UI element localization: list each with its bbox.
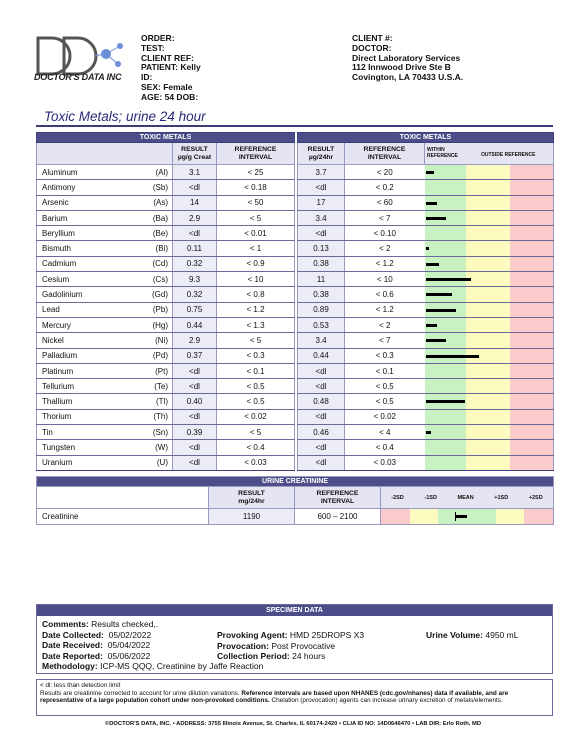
metal-name: Tungsten <box>37 440 137 455</box>
reported-line: Date Reported: 05/06/2022 <box>42 650 151 661</box>
result-header: RESULT µg/g Creat <box>173 143 217 165</box>
reference-creat: < 5 <box>217 210 295 225</box>
metal-symbol: (Bi) <box>137 241 173 256</box>
reference-bar-cell <box>425 272 554 287</box>
reference-creat: < 0.5 <box>217 394 295 409</box>
result-bar <box>426 400 465 403</box>
metal-name: Mercury <box>37 317 137 332</box>
result-24hr: 0.48 <box>298 394 345 409</box>
reference-header: REFERENCE INTERVAL <box>345 143 425 165</box>
metal-row <box>37 363 295 378</box>
metal-row <box>37 333 295 348</box>
reference-bar-cell <box>425 394 554 409</box>
reference-bar-cell <box>425 226 554 241</box>
report-header <box>30 30 560 110</box>
metal-row <box>298 363 554 378</box>
reference-24hr: < 1.2 <box>345 302 425 317</box>
metal-row <box>298 455 554 470</box>
result-creat: 0.37 <box>173 348 217 363</box>
metal-row <box>298 379 554 394</box>
result-creat: <dl <box>173 455 217 470</box>
metal-row <box>37 409 295 424</box>
doctors-data-logo-icon <box>34 34 129 92</box>
metal-name: Cesium <box>37 272 137 287</box>
metal-row <box>298 241 554 256</box>
metal-row <box>37 241 295 256</box>
reference-bar-header <box>425 143 554 165</box>
result-bar <box>426 217 446 220</box>
result-24hr: 11 <box>298 272 345 287</box>
reference-24hr: < 10 <box>345 272 425 287</box>
footnote-text: Results are creatinine corrected to account for urine dilution variations. Reference intervals are based upon NHANES (cdc.gov/nhanes) data if available, and are representative of a large population cohort under non-provoked conditions. Chelation (provocation) agents can increase urinary excretion of metals/elements. <box>40 689 509 705</box>
result-header: RESULT µg/24hr <box>298 143 345 165</box>
reference-24hr: < 0.2 <box>345 180 425 195</box>
reference-bar-cell <box>425 302 554 317</box>
reference-24hr: < 1.2 <box>345 256 425 271</box>
metal-row <box>37 348 295 363</box>
lab-address: ©DOCTOR'S DATA, INC. • ADDRESS: 3755 Illinois Avenue, St. Charles, IL 60174-2420 • CLIA ID NO: 14D0646470 • LAB DIR: Erlo Roth, MD <box>104 721 482 727</box>
result-24hr: <dl <box>298 180 345 195</box>
metal-row <box>37 440 295 455</box>
metal-row <box>298 287 554 302</box>
reference-creat: < 50 <box>217 195 295 210</box>
reference-24hr: < 7 <box>345 333 425 348</box>
received-line: Date Received: 05/04/2022 <box>42 640 151 650</box>
metal-row <box>298 180 554 195</box>
result-24hr: 17 <box>298 195 345 210</box>
metal-row <box>298 226 554 241</box>
reference-24hr: < 0.5 <box>345 394 425 409</box>
metal-name: Beryllium <box>37 226 137 241</box>
result-creat: <dl <box>173 363 217 378</box>
metal-row <box>298 394 554 409</box>
metal-row <box>37 256 295 271</box>
metal-symbol: (U) <box>137 455 173 470</box>
table-band: TOXIC METALS <box>298 133 554 143</box>
result-bar <box>426 355 479 358</box>
result-24hr: 0.13 <box>298 241 345 256</box>
reference-bar-cell <box>425 180 554 195</box>
result-creat: 9.3 <box>173 272 217 287</box>
metal-row <box>37 317 295 332</box>
reference-creat: < 0.5 <box>217 379 295 394</box>
metal-row <box>298 333 554 348</box>
result-creat: <dl <box>173 379 217 394</box>
reference-24hr: < 0.6 <box>345 287 425 302</box>
reference-bar-cell <box>425 195 554 210</box>
result-24hr: 0.44 <box>298 348 345 363</box>
metal-row <box>298 317 554 332</box>
age-field: AGE: 54 DOB: <box>141 91 199 102</box>
result-bar <box>426 339 446 342</box>
metal-symbol: (Sn) <box>137 425 173 440</box>
toxic-metals-24hr-table <box>297 132 554 471</box>
metal-name: Nickel <box>37 333 137 348</box>
metal-row <box>37 455 295 470</box>
reference-creat: < 0.3 <box>217 348 295 363</box>
reference-creat: < 10 <box>217 272 295 287</box>
sd-label: +1SD <box>494 495 509 501</box>
logo-text: DOCTOR'S DATA INC <box>34 72 122 82</box>
urine-creatinine-table <box>36 476 554 525</box>
reference-24hr: < 60 <box>345 195 425 210</box>
metal-name: Uranium <box>37 455 137 470</box>
blank-header <box>37 143 173 165</box>
metal-row <box>37 226 295 241</box>
result-24hr: <dl <box>298 440 345 455</box>
toxic-metals-creat-table <box>36 132 295 471</box>
metal-row <box>298 210 554 225</box>
client-address-1: 112 Innwood Drive Ste B <box>352 62 451 73</box>
result-24hr: 0.38 <box>298 256 345 271</box>
reference-24hr: < 2 <box>345 317 425 332</box>
metal-symbol: (Te) <box>137 379 173 394</box>
metal-symbol: (Ba) <box>137 210 173 225</box>
client-ref-field: CLIENT REF: <box>141 52 194 63</box>
result-bar <box>426 247 429 250</box>
metal-name: Thorium <box>37 409 137 424</box>
reference-bar-cell <box>425 379 554 394</box>
metal-symbol: (W) <box>137 440 173 455</box>
sd-label: -1SD <box>424 495 437 501</box>
metal-name: Aluminum <box>37 165 137 180</box>
reference-creat: < 0.01 <box>217 226 295 241</box>
result-24hr: 0.46 <box>298 425 345 440</box>
reference-bar-cell <box>425 287 554 302</box>
metal-name: Palladium <box>37 348 137 363</box>
title-divider <box>36 125 553 127</box>
reference-bar-cell <box>425 409 554 424</box>
outside-reference-label: OUTSIDE REFERENCE <box>481 152 536 158</box>
doctor-field: DOCTOR: <box>352 42 392 53</box>
metal-name: Arsenic <box>37 195 137 210</box>
result-bar <box>426 278 471 281</box>
comments-line: Comments: Results checked,. <box>42 619 159 629</box>
result-24hr: 0.38 <box>298 287 345 302</box>
client-name: Direct Laboratory Services <box>352 52 461 63</box>
metal-row <box>298 165 554 180</box>
sex-field: SEX: Female <box>141 81 193 92</box>
metal-row <box>37 425 295 440</box>
provocation-line: Provocation: Post Provocative <box>217 640 336 651</box>
reference-creat: < 0.1 <box>217 363 295 378</box>
metal-symbol: (Th) <box>137 409 173 424</box>
result-bar <box>426 202 437 205</box>
result-bar <box>426 324 437 327</box>
result-24hr: <dl <box>298 226 345 241</box>
metal-row <box>298 348 554 363</box>
result-creat: <dl <box>173 226 217 241</box>
reference-creat: < 0.8 <box>217 287 295 302</box>
reference-bar-cell <box>425 210 554 225</box>
result-24hr: <dl <box>298 409 345 424</box>
creatinine-result: 1190 <box>209 509 295 525</box>
result-creat: 14 <box>173 195 217 210</box>
metal-row <box>37 287 295 302</box>
client-number-field: CLIENT #: <box>352 33 393 43</box>
reference-creat: < 25 <box>217 165 295 180</box>
creatinine-marker <box>455 515 467 518</box>
creatinine-reference-header: REFERENCE INTERVAL <box>295 487 381 509</box>
order-field: ORDER: <box>141 33 175 43</box>
metal-symbol: (Cd) <box>137 256 173 271</box>
patient-fields <box>141 34 201 103</box>
id-field: ID: <box>141 72 153 83</box>
reference-bar-cell <box>425 348 554 363</box>
result-24hr: <dl <box>298 379 345 394</box>
result-creat: 0.32 <box>173 256 217 271</box>
metal-symbol: (Hg) <box>137 317 173 332</box>
reference-24hr: < 0.10 <box>345 226 425 241</box>
reference-creat: < 1.3 <box>217 317 295 332</box>
methodology-line: Methodology: ICP-MS QQQ, Creatinine by Jaffe Reaction <box>42 661 264 671</box>
reference-24hr: < 0.02 <box>345 409 425 424</box>
footnote-dl: < dl: less than detection limit <box>40 682 121 689</box>
reference-creat: < 1 <box>217 241 295 256</box>
report-title: Toxic Metals; urine 24 hour <box>44 109 206 124</box>
result-bar <box>426 293 452 296</box>
reference-24hr: < 0.5 <box>345 379 425 394</box>
reference-bar-cell <box>425 333 554 348</box>
table-band: TOXIC METALS <box>37 133 295 143</box>
metal-symbol: (Sb) <box>137 180 173 195</box>
reference-creat: < 1.2 <box>217 302 295 317</box>
result-24hr: <dl <box>298 455 345 470</box>
blank-header <box>37 487 209 509</box>
reference-bar-cell <box>425 363 554 378</box>
result-24hr: 3.4 <box>298 333 345 348</box>
sd-label: +2SD <box>528 495 543 501</box>
collection-period-line: Collection Period: 24 hours <box>217 651 326 661</box>
reference-bar-cell <box>425 425 554 440</box>
metal-name: Gadolinium <box>37 287 137 302</box>
metal-name: Cadmium <box>37 256 137 271</box>
result-creat: 2.9 <box>173 333 217 348</box>
patient-field: PATIENT: Kelly <box>141 62 201 73</box>
result-creat: 0.75 <box>173 302 217 317</box>
metal-name: Antimony <box>37 180 137 195</box>
metal-symbol: (Cs) <box>137 272 173 287</box>
metal-row <box>298 440 554 455</box>
reference-bar-cell <box>425 165 554 180</box>
reference-bar-cell <box>425 256 554 271</box>
reference-bar-cell <box>425 455 554 470</box>
specimen-data-panel <box>36 604 553 674</box>
reference-bar-cell <box>425 317 554 332</box>
result-bar <box>426 263 439 266</box>
creatinine-reference: 600 – 2100 <box>295 509 381 525</box>
metal-row <box>37 272 295 287</box>
result-creat: 3.1 <box>173 165 217 180</box>
result-24hr: 3.7 <box>298 165 345 180</box>
metal-name: Tellurium <box>37 379 137 394</box>
metal-row <box>37 379 295 394</box>
metal-name: Tin <box>37 425 137 440</box>
reference-24hr: < 7 <box>345 210 425 225</box>
result-creat: 0.32 <box>173 287 217 302</box>
metal-symbol: (Pt) <box>137 363 173 378</box>
result-creat: 0.39 <box>173 425 217 440</box>
collected-line: Date Collected: 05/02/2022 <box>42 629 152 640</box>
client-fields <box>352 34 463 83</box>
metal-row <box>37 180 295 195</box>
metal-row <box>298 256 554 271</box>
metal-row <box>298 302 554 317</box>
result-24hr: 0.89 <box>298 302 345 317</box>
sd-scale-header <box>381 487 554 509</box>
footnote <box>36 679 553 716</box>
reference-creat: < 0.02 <box>217 409 295 424</box>
reference-creat: < 5 <box>217 333 295 348</box>
creatinine-result-header: RESULT mg/24hr <box>209 487 295 509</box>
result-24hr: 3.4 <box>298 210 345 225</box>
sd-label: -2SD <box>391 495 404 501</box>
reference-creat: < 0.4 <box>217 440 295 455</box>
metal-row <box>37 302 295 317</box>
result-creat: <dl <box>173 440 217 455</box>
reference-creat: < 0.03 <box>217 455 295 470</box>
result-creat: 2.9 <box>173 210 217 225</box>
result-creat: 0.11 <box>173 241 217 256</box>
metal-row <box>37 195 295 210</box>
metal-row <box>37 165 295 180</box>
client-address-2: Covington, LA 70433 U.S.A. <box>352 72 464 83</box>
result-bar <box>426 431 431 434</box>
sd-label: MEAN <box>457 495 474 501</box>
provoking-agent-line: Provoking Agent: HMD 25DROPS X3 <box>217 630 365 640</box>
sd-scale <box>381 509 554 525</box>
reference-24hr: < 0.03 <box>345 455 425 470</box>
metal-symbol: (Pb) <box>137 302 173 317</box>
metal-symbol: (Tl) <box>137 394 173 409</box>
reference-creat: < 0.9 <box>217 256 295 271</box>
reference-24hr: < 0.4 <box>345 440 425 455</box>
result-24hr: <dl <box>298 363 345 378</box>
reference-24hr: < 4 <box>345 425 425 440</box>
metal-symbol: (Ni) <box>137 333 173 348</box>
metal-symbol: (Be) <box>137 226 173 241</box>
urine-volume-line: Urine Volume: 4950 mL <box>426 630 519 640</box>
result-creat: 0.40 <box>173 394 217 409</box>
creatinine-name: Creatinine <box>37 509 209 525</box>
reference-24hr: < 0.3 <box>345 348 425 363</box>
metal-row <box>298 195 554 210</box>
result-bar <box>426 309 456 312</box>
specimen-band: SPECIMEN DATA <box>37 605 552 616</box>
test-field: TEST: <box>141 42 165 53</box>
metal-row <box>37 394 295 409</box>
result-bar <box>426 171 434 174</box>
reference-header: REFERENCE INTERVAL <box>217 143 295 165</box>
metal-symbol: (As) <box>137 195 173 210</box>
reference-24hr: < 20 <box>345 165 425 180</box>
metal-symbol: (Gd) <box>137 287 173 302</box>
result-creat: <dl <box>173 409 217 424</box>
creatinine-band: URINE CREATININE <box>37 477 554 487</box>
metal-row <box>298 425 554 440</box>
result-24hr: 0.53 <box>298 317 345 332</box>
reference-creat: < 0.18 <box>217 180 295 195</box>
metal-row <box>298 272 554 287</box>
metal-name: Lead <box>37 302 137 317</box>
metal-row <box>37 210 295 225</box>
metal-name: Platinum <box>37 363 137 378</box>
reference-bar-cell <box>425 241 554 256</box>
metal-symbol: (Al) <box>137 165 173 180</box>
reference-creat: < 5 <box>217 425 295 440</box>
reference-24hr: < 0.1 <box>345 363 425 378</box>
creatinine-row <box>37 509 554 525</box>
metal-name: Thallium <box>37 394 137 409</box>
metal-row <box>298 409 554 424</box>
within-reference-label: WITHIN REFERENCE <box>427 147 458 159</box>
result-creat: 0.44 <box>173 317 217 332</box>
result-creat: <dl <box>173 180 217 195</box>
reference-24hr: < 2 <box>345 241 425 256</box>
metal-name: Bismuth <box>37 241 137 256</box>
metal-symbol: (Pd) <box>137 348 173 363</box>
metal-name: Barium <box>37 210 137 225</box>
reference-bar-cell <box>425 440 554 455</box>
